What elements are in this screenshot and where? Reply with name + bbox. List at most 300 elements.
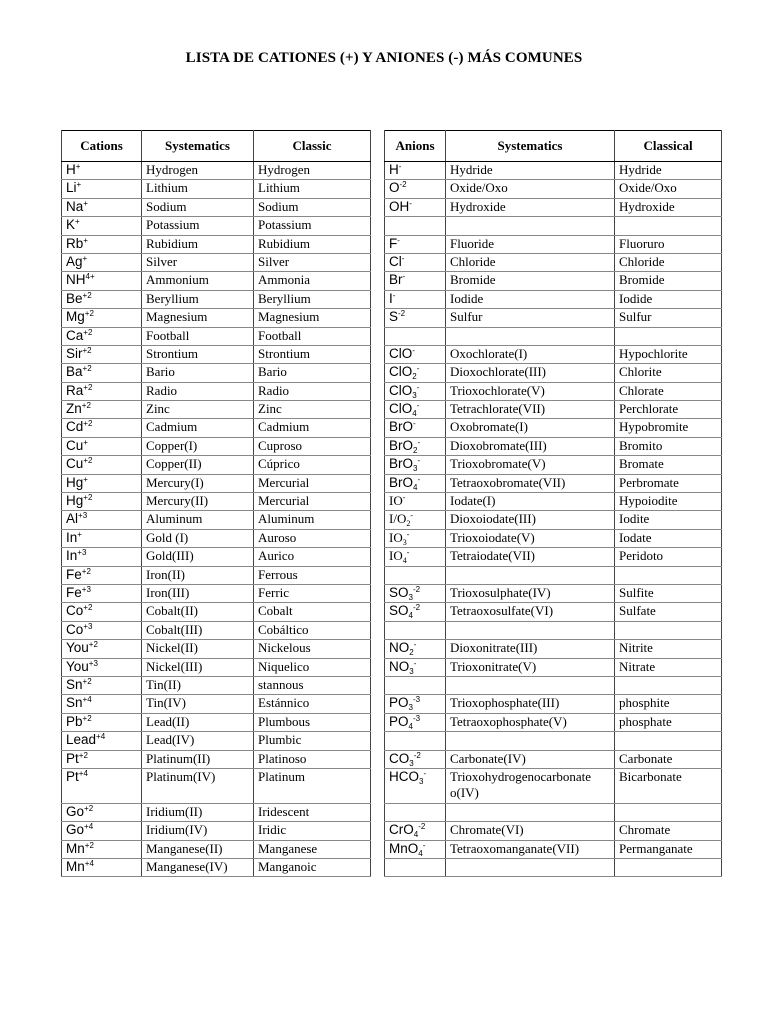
ion-formula: I/O [389,511,407,527]
systematic-name: Iodide [446,290,615,308]
ion-charge: +2 [84,803,94,813]
ion-formula: Ra [66,382,84,398]
ion-symbol [385,548,446,566]
ion-formula: PO [389,695,409,711]
ion-formula: Ba [66,364,83,380]
ion-charge: +3 [83,621,93,631]
ion-symbol [62,401,142,419]
ion-charge: +2 [84,840,94,850]
table-row [385,382,722,400]
ion-symbol [62,198,142,216]
ion-formula: ClO [389,401,413,417]
ion-charge: -2 [412,603,421,613]
ion-formula: K [66,217,76,233]
ion-symbol [62,217,142,235]
table-row [62,859,371,877]
systematic-name: Bario [142,364,254,382]
table-row [62,621,371,639]
systematic-name [446,859,615,877]
systematic-name: Magnesium [142,309,254,327]
ion-charge: +2 [83,419,93,429]
ion-symbol [62,603,142,621]
systematic-name: Oxochlorate(I) [446,345,615,363]
ion-formula: Cl [389,253,402,269]
ion-charge: + [83,437,88,447]
anions-table [384,130,722,877]
systematic-name: Tetraoxomanganate(VII) [446,840,615,858]
ion-formula: BrO [389,437,414,453]
table-row [385,364,722,382]
ion-formula: Cu [66,456,84,472]
ion-formula: In [66,529,78,545]
table-row [62,640,371,658]
systematic-name: Manganese(II) [142,840,254,858]
table-row [385,327,722,345]
systematic-name: Tetraoxobromate(VII) [446,474,615,492]
table-row [62,290,371,308]
systematic-name: Potassium [142,217,254,235]
ion-symbol [62,493,142,511]
classic-name: Nitrite [615,640,722,658]
anions-header-systematic: Systematics [446,131,615,162]
table-row [62,419,371,437]
ion-symbol [385,676,446,694]
ion-charge: + [82,253,88,263]
systematic-name: Lead(IV) [142,732,254,750]
ion-formula: IO [389,493,403,509]
ion-subscript: 3 [408,592,413,602]
table-row [385,529,722,547]
ion-symbol [385,345,446,363]
classic-name: Sulfur [615,309,722,327]
classic-name: Ferric [254,584,371,602]
systematic-name: Manganese(IV) [142,859,254,877]
table-row [385,419,722,437]
ion-charge: +2 [82,364,92,374]
classic-name: Plumbic [254,732,371,750]
ion-formula: Be [66,290,83,306]
systematic-name: Cobalt(II) [142,603,254,621]
ion-formula: Mn [66,859,85,875]
systematic-name [446,566,615,584]
page-title: LISTA DE CATIONES (+) Y ANIONES (-) MÁS COMUNES [185,50,583,66]
table-row [62,493,371,511]
ion-symbol [385,768,446,803]
table-row [385,474,722,492]
ion-symbol [385,621,446,639]
ion-charge: - [413,658,417,668]
table-row [62,401,371,419]
classic-name: Sulfate [615,603,722,621]
systematic-name: Tetraiodate(VII) [446,548,615,566]
ion-formula: Mn [66,840,85,856]
ion-charge: - [416,401,420,411]
classic-name: Chromate [615,822,722,840]
classic-name: Permanganate [615,840,722,858]
ion-charge: +4 [84,859,94,869]
ion-symbol [385,566,446,584]
table-row [62,364,371,382]
ion-symbol [385,529,446,547]
classic-name: Chloride [615,253,722,271]
ion-formula: Li [66,180,77,196]
ion-symbol [385,180,446,198]
classic-name: Chlorate [615,382,722,400]
ion-symbol [62,713,142,731]
ion-formula: Go [66,803,85,819]
systematic-name: Sodium [142,198,254,216]
classic-name: Lithium [254,180,371,198]
classic-name: Plumbous [254,713,371,731]
classic-name: Iridescent [254,803,371,821]
classic-name: Fluoruro [615,235,722,253]
ion-symbol [385,235,446,253]
ion-subscript: 3 [413,464,418,474]
systematic-name: Dioxoiodate(III) [446,511,615,529]
table-row [385,437,722,455]
classic-name: Cobalt [254,603,371,621]
ion-symbol [385,840,446,858]
table-row [62,603,371,621]
ion-charge: +2 [83,493,93,503]
ion-symbol [62,253,142,271]
ion-charge: + [75,162,81,171]
table-row [385,584,722,602]
ion-symbol [62,640,142,658]
ion-charge: - [422,840,426,850]
ion-charge: +2 [81,566,91,576]
classic-name: phosphate [615,713,722,731]
classic-name [615,217,722,235]
classic-name: Estánnico [254,695,371,713]
table-row [385,640,722,658]
classic-name: Nickelous [254,640,371,658]
classic-name: Chlorite [615,364,722,382]
ion-symbol [62,676,142,694]
systematic-name: Carbonate(IV) [446,750,615,768]
classic-name: Platinoso [254,750,371,768]
ion-subscript: 4 [408,611,413,621]
ion-symbol [385,364,446,382]
table-row [62,511,371,529]
classic-name: Magnesium [254,309,371,327]
ion-formula: CrO [389,822,414,838]
table-row [385,768,722,803]
systematic-name [446,621,615,639]
systematic-name: Iridium(II) [142,803,254,821]
classic-name: Cúprico [254,456,371,474]
ion-symbol [62,382,142,400]
anions-header-symbol: Anions [385,131,446,162]
systematic-name: Lithium [142,180,254,198]
ion-symbol [62,309,142,327]
systematic-name: Tetraoxosulfate(VI) [446,603,615,621]
systematic-name: Iridium(IV) [142,822,254,840]
classic-name [615,803,722,821]
ion-symbol [62,162,142,180]
ion-symbol [62,272,142,290]
systematic-name: Copper(I) [142,437,254,455]
ion-formula: NO [389,658,410,674]
systematic-name: Tetrachlorate(VII) [446,401,615,419]
ion-symbol [385,382,446,400]
systematic-name: Ammonium [142,272,254,290]
ion-symbol [385,750,446,768]
cations-table-body [62,162,371,877]
cations-table [61,130,371,877]
ion-formula: ClO [389,382,413,398]
ion-charge: -2 [399,180,407,190]
table-row [385,345,722,363]
ion-formula: O [389,180,400,196]
ion-subscript: 2 [413,445,418,455]
ion-symbol [62,437,142,455]
systematic-name: Strontium [142,345,254,363]
systematic-name: Trioxobromate(V) [446,456,615,474]
systematic-name: Dioxochlorate(III) [446,364,615,382]
table-row [62,437,371,455]
classic-name: Carbonate [615,750,722,768]
ion-symbol [385,640,446,658]
classic-name: Manganese [254,840,371,858]
classic-name: Cuproso [254,437,371,455]
classic-name: Iodide [615,290,722,308]
ion-charge: +2 [88,640,98,650]
ion-symbol [385,401,446,419]
anions-header-classical: Classical [615,131,722,162]
classic-name: Bicarbonate [615,768,722,803]
ion-symbol [62,180,142,198]
ion-formula: Ca [66,327,84,343]
ion-charge: + [83,474,88,484]
table-row [62,345,371,363]
ion-symbol [385,162,446,180]
classic-name: Hydroxide [615,198,722,216]
ion-symbol [385,713,446,731]
systematic-name: Aluminum [142,511,254,529]
ion-symbol [62,768,142,803]
classic-name: Iodite [615,511,722,529]
table-row [62,584,371,602]
ion-formula: SO [389,603,409,619]
ion-symbol [62,235,142,253]
classic-name [615,327,722,345]
systematic-name: Lead(II) [142,713,254,731]
ion-symbol [385,658,446,676]
ion-formula: Br [389,272,403,288]
systematic-name: Radio [142,382,254,400]
ion-formula: Go [66,822,85,838]
ion-charge: +3 [77,548,87,558]
ion-symbol [62,548,142,566]
ion-subscript: 3 [408,703,413,713]
classic-name: Hydrogen [254,162,371,180]
ion-subscript: 3 [419,776,424,786]
ion-charge: + [83,198,88,208]
table-row [62,162,371,180]
anions-header-row [385,131,722,162]
ion-symbol [62,511,142,529]
table-row [385,309,722,327]
ion-charge: - [398,162,402,171]
table-row [62,235,371,253]
ion-formula: Mg [66,309,85,325]
systematic-name: Platinum(II) [142,750,254,768]
systematic-name [446,803,615,821]
systematic-name: Zinc [142,401,254,419]
classic-name: Bromito [615,437,722,455]
table-row [62,695,371,713]
table-row [385,511,722,529]
ion-symbol [62,364,142,382]
classic-name: phosphite [615,695,722,713]
classic-name: Hypobromite [615,419,722,437]
ion-formula: H [66,162,76,177]
classic-name: Strontium [254,345,371,363]
systematic-name: Mercury(I) [142,474,254,492]
table-row [385,401,722,419]
ion-formula: OH [389,198,410,214]
classic-name: Cobáltico [254,621,371,639]
ion-charge: +2 [82,676,92,686]
ion-formula: Al [66,511,79,527]
ion-charge: +2 [83,456,93,466]
ion-symbol [385,437,446,455]
systematic-name: Hydroxide [446,198,615,216]
classic-name: Nitrate [615,658,722,676]
systematic-name: Oxobromate(I) [446,419,615,437]
table-row [385,859,722,877]
classic-name: Mercurial [254,474,371,492]
ion-charge: + [75,217,80,227]
ion-charge: +2 [83,603,93,613]
ion-formula: In [66,548,78,564]
ion-charge: - [423,768,427,778]
ion-charge: -2 [413,750,421,760]
classic-name: Potassium [254,217,371,235]
ion-formula: BrO [389,419,414,435]
table-row [385,493,722,511]
ion-charge: +2 [83,382,93,392]
classic-name: Bromide [615,272,722,290]
systematic-name: Chromate(VI) [446,822,615,840]
table-row [62,750,371,768]
systematic-name: Platinum(IV) [142,768,254,803]
ion-charge: +2 [82,290,92,300]
table-row [62,676,371,694]
ion-charge: -2 [398,309,406,319]
systematic-name: Beryllium [142,290,254,308]
ion-symbol [385,198,446,216]
ion-subscript: 4 [418,848,423,858]
ion-symbol [62,658,142,676]
ion-charge: +4 [82,695,92,705]
ion-charge: +2 [82,713,92,723]
systematic-name: Iron(II) [142,566,254,584]
ion-charge: - [412,345,415,355]
ion-formula: I [389,290,393,306]
ion-charge: +2 [78,750,88,760]
classic-name: Hypochlorite [615,345,722,363]
ion-formula: IO [389,548,403,564]
ion-symbol [385,493,446,511]
ion-subscript: 3 [409,758,414,768]
table-row [62,474,371,492]
table-row [62,456,371,474]
cations-header-classic: Classic [254,131,371,162]
table-row [62,217,371,235]
ion-charge: - [409,198,412,208]
table-row [385,548,722,566]
classic-name: Oxide/Oxo [615,180,722,198]
table-row [62,732,371,750]
classic-name: Football [254,327,371,345]
ion-charge: + [77,529,82,539]
ion-symbol [385,327,446,345]
ion-charge: - [402,272,406,282]
ion-formula: Hg [66,474,84,490]
ion-charge: +4 [78,768,88,778]
table-row [62,529,371,547]
ion-charge: - [417,456,421,466]
ion-symbol [62,419,142,437]
ion-formula: ClO [389,345,413,361]
systematic-name [446,732,615,750]
table-row [385,290,722,308]
ion-charge: +2 [83,327,93,337]
ion-formula: Fe [66,584,82,600]
anions-table-body [385,162,722,877]
systematic-name: Oxide/Oxo [446,180,615,198]
ion-formula: HCO [389,768,419,784]
classic-name: Rubidium [254,235,371,253]
ion-charge: - [417,437,421,447]
table-row [62,180,371,198]
table-row [385,217,722,235]
ion-symbol [62,584,142,602]
ion-formula: Rb [66,235,84,251]
cations-header-systematic: Systematics [142,131,254,162]
table-row [385,180,722,198]
classic-name: Niquelico [254,658,371,676]
table-row [62,840,371,858]
ion-symbol [385,822,446,840]
ion-subscript: 4 [408,721,413,731]
ion-charge: - [406,548,410,558]
classic-name: Manganoic [254,859,371,877]
systematic-name: Cobalt(III) [142,621,254,639]
systematic-name: Trioxochlorate(V) [446,382,615,400]
systematic-name: Football [142,327,254,345]
ion-charge: - [417,474,421,484]
table-row [385,695,722,713]
ion-symbol [62,750,142,768]
ion-formula: F [389,235,398,251]
ion-subscript: 2 [412,372,417,382]
ion-symbol [385,603,446,621]
ion-symbol [62,327,142,345]
systematic-name: Dioxonitrate(III) [446,640,615,658]
ion-subscript: 3 [412,390,417,400]
classic-name: Hypoiodite [615,493,722,511]
systematic-name: Tetraoxophosphate(V) [446,713,615,731]
ion-charge: + [83,235,88,245]
ion-formula: BrO [389,474,414,490]
ion-formula: PO [389,713,409,729]
classic-name: Peridoto [615,548,722,566]
ion-formula: Na [66,198,84,214]
ion-charge: 4+ [85,272,95,282]
